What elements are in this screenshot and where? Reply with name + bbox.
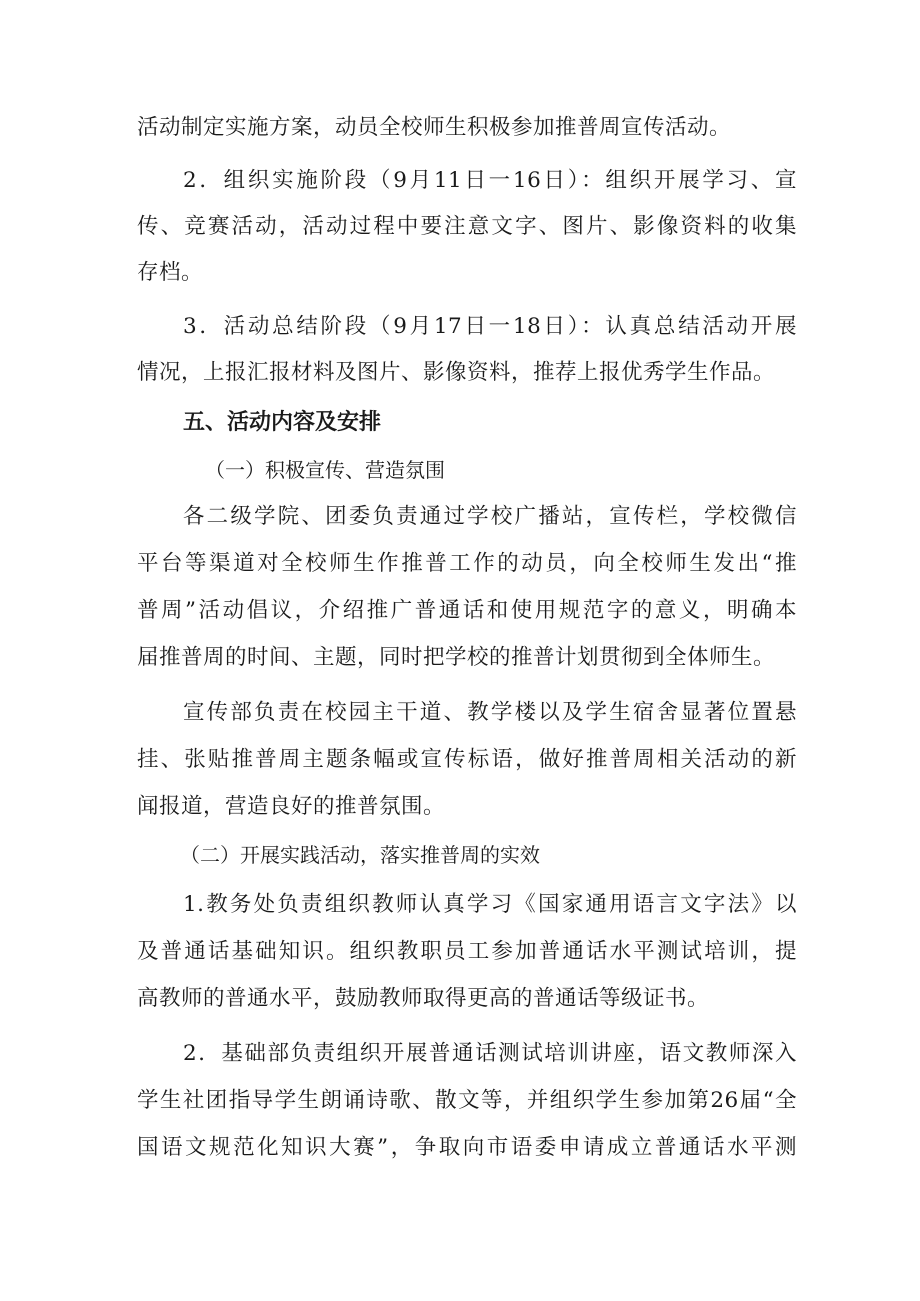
section-heading: 五、活动内容及安排 — [183, 410, 382, 435]
paragraph-line: 3．活动总结阶段（9月17日一18日）：认真总结活动开展 — [183, 314, 797, 339]
paragraph-line: 及普通话基础知识。组织教职员工参加普通话水平测试培训，提 — [137, 939, 797, 964]
paragraph-line: 普周”活动倡议，介绍推广普通话和使用规范字的意义，明确本 — [137, 598, 797, 623]
subsection-heading: （二）开展实践活动，落实推普周的实效 — [180, 843, 540, 867]
paragraph-line: 宣传部负责在校园主干道、教学楼以及学生宿舍显著位置悬 — [183, 700, 797, 725]
paragraph-line: 传、竞赛活动，活动过程中要注意文字、图片、影像资料的收集 — [137, 214, 797, 239]
paragraph-line: 2．基础部负责组织开展普通话测试培训讲座，语文教师深入 — [183, 1041, 797, 1066]
paragraph-line: 各二级学院、团委负责通过学校广播站，宣传栏，学校微信 — [183, 504, 797, 529]
paragraph-line: 高教师的普通水平，鼓励教师取得更高的普通话等级证书。 — [137, 986, 710, 1011]
paragraph-line: 1.教务处负责组织教师认真学习《国家通用语言文字法》以 — [183, 892, 797, 917]
paragraph-line: 国语文规范化知识大赛”，争取向市语委申请成立普通话水平测 — [137, 1135, 797, 1160]
paragraph-line: 情况，上报汇报材料及图片、影像资料，推荐上报优秀学生作品。 — [137, 360, 776, 385]
subsection-heading: （一）积极宣传、营造氛围 — [205, 458, 445, 482]
paragraph-line: 存档。 — [137, 260, 204, 285]
paragraph-line: 挂、张贴推普周主题条幅或宣传标语，做好推普周相关活动的新 — [137, 747, 797, 772]
paragraph-line: 平台等渠道对全校师生作推普工作的动员，向全校师生发出“推 — [137, 551, 797, 576]
paragraph-line: 2．组织实施阶段（9月11日一16日）：组织开展学习、宣 — [183, 168, 797, 193]
paragraph-line: 活动制定实施方案，动员全校师生积极参加推普周宣传活动。 — [137, 115, 732, 140]
paragraph-line: 届推普周的时间、主题，同时把学校的推普计划贯彻到全体师生。 — [137, 645, 776, 670]
paragraph-line: 学生社团指导学生朗诵诗歌、散文等，并组织学生参加第26届“全 — [137, 1088, 797, 1113]
paragraph-line: 闻报道，营造良好的推普氛围。 — [137, 794, 446, 819]
